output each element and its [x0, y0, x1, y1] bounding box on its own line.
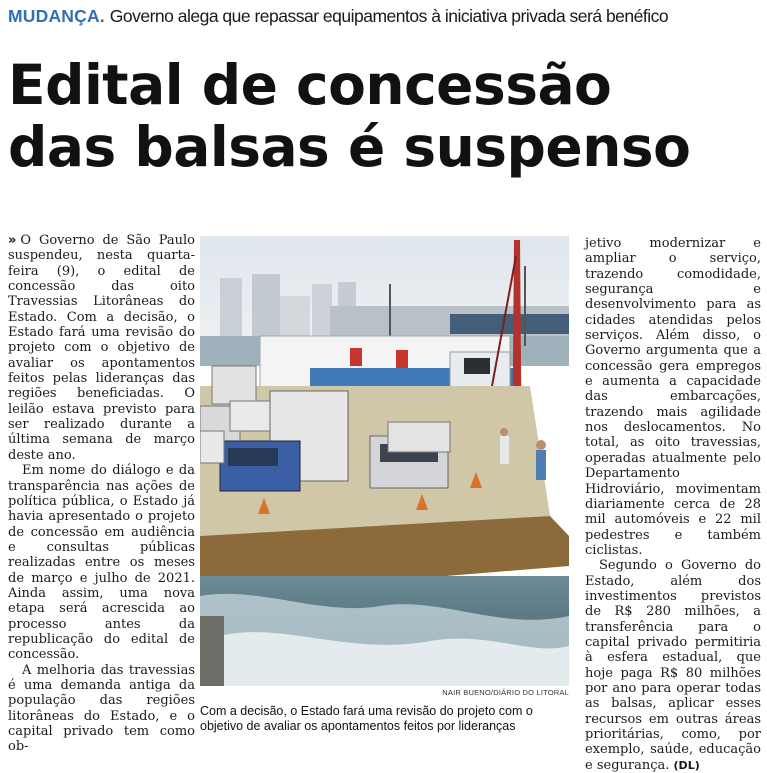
paragraph: jetivo modernizar e ampliar o serviço, trazendo comodidade, segurança e desenvolvimento para as cidades atendidas pelos serviços. Além disso, o Governo argumenta que a concessão gera empregos e aumenta a capacidade das embarcações, trazendo mais agilidade nos deslocamentos. No total, as oito travessias, operadas atualmente pelo Departamento Hidroviário, movimentam diariamente cerca de 28 mil automóveis e 22 mil pedestres e também ciclistas.: [585, 236, 761, 558]
headline-line-1: Edital de concessão: [8, 53, 612, 117]
photo-credit: NAIR BUENO/DIÁRIO DO LITORAL: [442, 688, 569, 697]
kicker-tag: MUDANÇA.: [8, 6, 105, 26]
photo-caption: Com a decisão, o Estado fará uma revisão do projeto com o objetivo de avaliar os apontamentos feitos por lideranças: [200, 704, 533, 733]
headline-line-2: das balsas é suspenso: [8, 115, 691, 179]
headline: [8, 54, 760, 178]
article-column-2: [585, 236, 761, 773]
paragraph: Em nome do diálogo e da transparência nas ações de política pública, o Estado já havia apresentado o projeto de concessão em audiência e consultas públicas realizadas entre os meses de março e julho de 2021. Ainda assim, uma nova etapa será acrescida ao processo antes da republicação do edital de concessão.: [8, 463, 195, 663]
paragraph: » O Governo de São Paulo suspendeu, nesta quarta-feira (9), o edital de concessão das oito Travessias Litorâneas do Estado. Com a decisão, o Estado fará uma revisão do projeto com o objetivo de avaliar os apontamentos feitos pelas lideranças das regiões beneficiadas. O leilão estava previsto para ser realizado durante a última semana de março deste ano.: [8, 233, 195, 463]
kicker-deck: Governo alega que repassar equipamentos à iniciativa privada será benéfico: [109, 6, 669, 26]
author-signoff: (DL): [673, 758, 700, 772]
paragraph: A melhoria das travessias é uma demanda antiga da população das regiões litorâneas do Estado, e o capital privado tem como ob-: [8, 662, 195, 755]
article-column-1: [8, 233, 195, 755]
ferry-photo: [200, 236, 569, 686]
kicker: [8, 6, 760, 26]
double-chevron-right-icon: »: [8, 233, 17, 248]
paragraph: Segundo o Governo do Estado, além dos investimentos previstos de R$ 280 milhões, a transferência para o capital privado permitiria à esfera estadual, que hoje paga R$ 80 milhões por ano para operar todas as balsas, aplicar esses recursos em outras áreas prioritárias, como, por exemplo, saúde, educação e segurança. (DL): [585, 558, 761, 773]
